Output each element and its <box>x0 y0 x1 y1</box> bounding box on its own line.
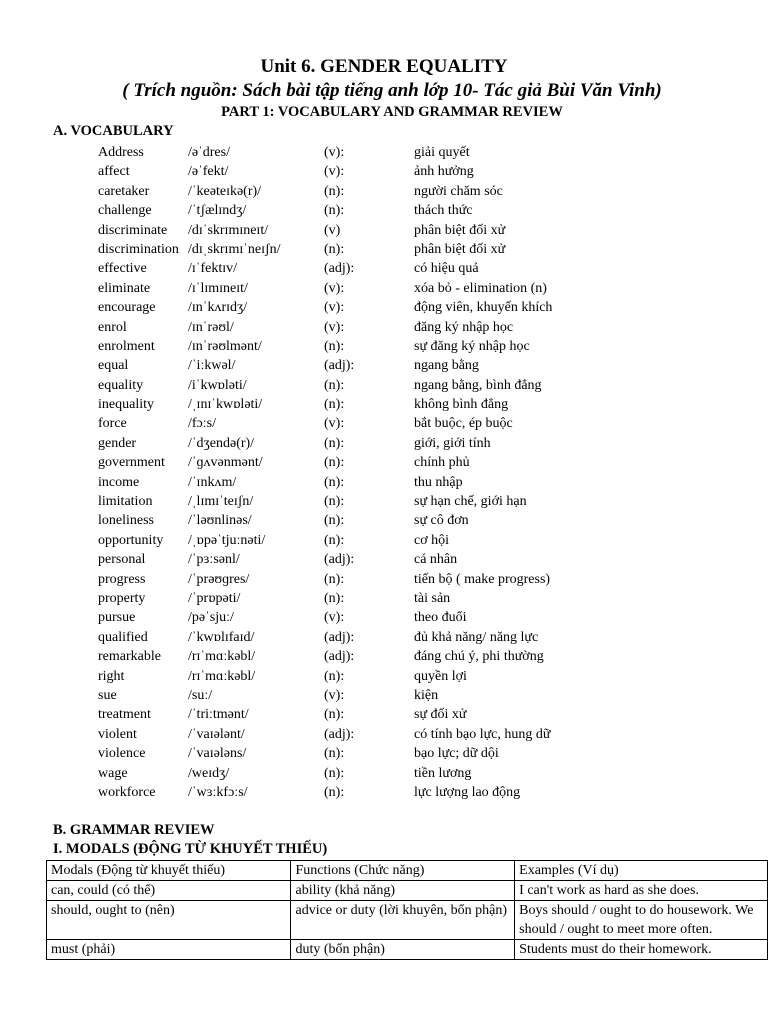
vocab-ipa: /ˈiːkwəl/ <box>188 358 236 374</box>
vocab-row <box>0 628 768 647</box>
vocab-ipa: /weɪdʒ/ <box>188 765 230 781</box>
vocab-row <box>0 589 768 608</box>
vocab-pos: (adj): <box>324 358 355 374</box>
vocab-word: qualified <box>98 629 148 645</box>
vocab-meaning: tài sản <box>414 590 451 606</box>
vocab-word: wage <box>98 765 128 781</box>
vocab-ipa: /ɪnˈrəʊlmənt/ <box>188 338 262 354</box>
vocab-word: encourage <box>98 300 156 316</box>
vocab-meaning: quyền lợi <box>414 668 467 684</box>
vocab-ipa: /ˈwɜːkfɔːs/ <box>188 784 248 800</box>
vocab-meaning: chính phủ <box>414 455 470 471</box>
vocab-meaning: thách thức <box>414 203 473 219</box>
vocab-meaning: phân biệt đối xử <box>414 241 506 257</box>
vocab-meaning: sự hạn chế, giới hạn <box>414 494 527 510</box>
vocabulary-list <box>0 143 768 802</box>
vocab-meaning: cơ hội <box>414 532 450 548</box>
vocab-row <box>0 667 768 686</box>
vocab-word: personal <box>98 552 146 568</box>
example-cell: Students must do their homework. <box>515 940 768 960</box>
vocab-pos: (v) <box>324 222 341 238</box>
vocab-ipa: /ˌlɪmɪˈteɪʃn/ <box>188 494 254 510</box>
vocab-pos: (n): <box>324 590 345 606</box>
vocab-meaning: tiền lương <box>414 765 472 781</box>
vocab-ipa: /ˈɪnkʌm/ <box>188 474 237 490</box>
vocab-word: property <box>98 590 146 606</box>
vocab-pos: (v): <box>324 687 345 703</box>
vocab-word: equal <box>98 358 129 374</box>
vocab-pos: (n): <box>324 377 345 393</box>
vocab-meaning: giới, giới tính <box>414 435 491 451</box>
vocab-meaning: có hiệu quả <box>414 261 479 277</box>
vocab-word: enrol <box>98 319 127 335</box>
vocab-meaning: lực lượng lao động <box>414 784 521 800</box>
table-row <box>47 940 768 960</box>
vocab-meaning: ngang bằng, bình đẳng <box>414 377 542 393</box>
vocab-word: force <box>98 416 127 432</box>
modal-cell: should, ought to (nên) <box>47 901 291 940</box>
vocab-row <box>0 492 768 511</box>
vocab-pos: (n): <box>324 494 345 510</box>
example-cell: Boys should / ought to do housework. We should / ought to meet more often. <box>515 901 768 940</box>
source-subtitle: ( Trích nguồn: Sách bài tập tiếng anh lớp 10- Tác giả Bùi Văn Vinh) <box>122 80 662 101</box>
vocab-meaning: đăng ký nhập học <box>414 319 514 335</box>
vocab-ipa: /ˈɡʌvənmənt/ <box>188 455 263 471</box>
vocab-ipa: /ɪˈlɪmɪneɪt/ <box>188 280 248 296</box>
vocab-pos: (n): <box>324 203 345 219</box>
vocab-meaning: giải quyết <box>414 145 470 160</box>
vocab-row <box>0 531 768 550</box>
vocab-row <box>0 647 768 666</box>
vocab-ipa: /ˈprəʊɡres/ <box>188 571 250 587</box>
vocab-row <box>0 298 768 317</box>
vocab-meaning: bắt buộc, ép buộc <box>414 416 513 432</box>
vocab-meaning: không bình đẳng <box>414 397 509 413</box>
vocab-pos: (v): <box>324 145 345 160</box>
vocab-ipa: /dɪˈskrɪmɪneɪt/ <box>188 222 269 238</box>
part-heading: PART 1: VOCABULARY AND GRAMMAR REVIEW <box>221 104 563 120</box>
vocab-word: treatment <box>98 707 151 723</box>
vocab-ipa: /ˌɪnɪˈkwɒləti/ <box>188 397 263 413</box>
vocab-word: eliminate <box>98 280 151 296</box>
vocab-pos: (n): <box>324 183 345 199</box>
vocab-meaning: đủ khả năng/ năng lực <box>414 629 539 645</box>
vocab-row <box>0 725 768 744</box>
vocab-row <box>0 279 768 298</box>
vocab-meaning: đáng chú ý, phi thường <box>414 649 544 665</box>
vocab-pos: (adj): <box>324 629 355 645</box>
vocab-ipa: /ˈləʊnlinəs/ <box>188 513 252 529</box>
vocab-word: discrimination <box>98 241 179 257</box>
vocab-word: sue <box>98 687 117 703</box>
function-cell: duty (bổn phận) <box>291 940 515 960</box>
vocab-word: caretaker <box>98 183 150 199</box>
function-cell: advice or duty (lời khuyên, bổn phận) <box>291 901 515 940</box>
vocab-row <box>0 356 768 375</box>
vocab-ipa: /ˌɒpəˈtjuːnəti/ <box>188 532 266 548</box>
vocab-pos: (n): <box>324 241 345 257</box>
table-header-cell: Modals (Động từ khuyết thiếu) <box>47 861 291 881</box>
vocab-row <box>0 221 768 240</box>
vocab-row <box>0 608 768 627</box>
vocab-ipa: /fɔːs/ <box>188 416 216 432</box>
vocab-meaning: người chăm sóc <box>414 183 503 199</box>
vocab-row <box>0 570 768 589</box>
vocab-word: challenge <box>98 203 152 219</box>
vocab-pos: (n): <box>324 474 345 490</box>
vocab-row <box>0 453 768 472</box>
vocab-ipa: /ɪnˈkʌrɪdʒ/ <box>188 300 248 316</box>
vocab-word: violent <box>98 726 137 742</box>
vocab-ipa: /ˈvaɪələnt/ <box>188 726 245 742</box>
vocab-pos: (n): <box>324 435 345 451</box>
vocab-meaning: có tính bạo lực, hung dữ <box>414 726 551 742</box>
vocab-word: opportunity <box>98 532 164 548</box>
vocab-meaning: tiến bộ ( make progress) <box>414 571 551 587</box>
vocab-ipa: /ˈtriːtmənt/ <box>188 707 249 723</box>
vocab-row <box>0 434 768 453</box>
vocab-row <box>0 201 768 220</box>
vocab-row <box>0 473 768 492</box>
vocab-meaning: cá nhân <box>414 552 458 568</box>
vocab-row <box>0 318 768 337</box>
vocab-row <box>0 395 768 414</box>
vocab-row <box>0 143 768 162</box>
vocab-ipa: /ɪˈfektɪv/ <box>188 261 237 277</box>
vocab-word: inequality <box>98 397 154 413</box>
vocab-ipa: /əˈfekt/ <box>188 164 229 180</box>
vocab-row <box>0 240 768 259</box>
vocab-ipa: /ˈkeəteɪkə(r)/ <box>188 183 262 199</box>
vocab-ipa: /ˈtʃælɪndʒ/ <box>188 203 247 219</box>
vocab-ipa: /əˈdres/ <box>188 145 230 160</box>
vocab-pos: (n): <box>324 513 345 529</box>
vocab-ipa: /suː/ <box>188 687 213 703</box>
vocab-pos: (n): <box>324 338 345 354</box>
vocab-row <box>0 783 768 802</box>
vocab-pos: (v): <box>324 280 345 296</box>
vocab-word: equality <box>98 377 144 393</box>
vocab-row <box>0 414 768 433</box>
vocab-word: income <box>98 474 140 490</box>
vocab-word: gender <box>98 435 137 451</box>
vocab-meaning: kiện <box>414 687 439 703</box>
vocab-ipa: /ˈdʒendə(r)/ <box>188 435 255 451</box>
table-row <box>47 901 768 940</box>
modals-table <box>46 860 768 960</box>
page-title: Unit 6. GENDER EQUALITY <box>260 56 508 77</box>
vocab-word: limitation <box>98 494 153 510</box>
vocab-word: loneliness <box>98 513 154 529</box>
vocab-pos: (v): <box>324 610 345 626</box>
vocab-word: right <box>98 668 125 684</box>
vocab-row <box>0 686 768 705</box>
vocab-meaning: sự cô đơn <box>414 513 469 529</box>
vocab-meaning: thu nhập <box>414 474 463 490</box>
vocab-pos: (adj): <box>324 726 355 742</box>
function-cell: ability (khả năng) <box>291 881 515 901</box>
vocab-word: enrolment <box>98 338 155 354</box>
modal-cell: must (phải) <box>47 940 291 960</box>
vocab-word: government <box>98 455 165 471</box>
grammar-heading: B. GRAMMAR REVIEW <box>53 822 215 838</box>
vocab-ipa: /rɪˈmɑːkəbl/ <box>188 649 256 665</box>
vocab-ipa: /ˈkwɒlɪfaɪd/ <box>188 629 255 645</box>
vocab-row <box>0 162 768 181</box>
table-row <box>47 881 768 901</box>
vocab-word: affect <box>98 164 130 180</box>
vocab-pos: (n): <box>324 571 345 587</box>
vocab-meaning: ngang bằng <box>414 358 479 374</box>
vocab-row <box>0 764 768 783</box>
vocab-pos: (v): <box>324 300 345 316</box>
vocab-row <box>0 376 768 395</box>
vocab-pos: (v): <box>324 416 345 432</box>
vocab-word: progress <box>98 571 146 587</box>
vocab-word: workforce <box>98 784 156 800</box>
vocab-word: pursue <box>98 610 136 626</box>
vocab-pos: (n): <box>324 765 345 781</box>
vocab-ipa: /ɪnˈrəʊl/ <box>188 319 234 335</box>
vocab-row <box>0 705 768 724</box>
modal-cell: can, could (có thể) <box>47 881 291 901</box>
vocab-row <box>0 182 768 201</box>
vocab-pos: (n): <box>324 397 345 413</box>
vocab-pos: (adj): <box>324 552 355 568</box>
vocab-word: effective <box>98 261 147 277</box>
vocab-ipa: /ˈprɒpəti/ <box>188 590 241 606</box>
table-header-row <box>47 861 768 881</box>
vocab-ipa: /dɪˌskrɪmɪˈneɪʃn/ <box>188 241 281 257</box>
vocab-meaning: ảnh hưởng <box>414 164 474 180</box>
vocab-pos: (adj): <box>324 261 355 277</box>
example-cell: I can't work as hard as she does. <box>515 881 768 901</box>
vocab-meaning: sự đối xử <box>414 707 467 723</box>
modals-heading: I. MODALS (ĐỘNG TỪ KHUYẾT THIẾU) <box>53 841 328 857</box>
vocab-row <box>0 511 768 530</box>
vocabulary-heading: A. VOCABULARY <box>53 123 174 139</box>
vocab-meaning: theo đuổi <box>414 610 467 626</box>
vocab-row <box>0 337 768 356</box>
vocab-pos: (v): <box>324 164 345 180</box>
vocab-meaning: xóa bỏ - elimination (n) <box>414 280 547 296</box>
vocab-ipa: /rɪˈmɑːkəbl/ <box>188 668 256 684</box>
vocab-meaning: phân biệt đối xử <box>414 222 506 238</box>
table-header-cell: Examples (Ví dụ) <box>515 861 768 881</box>
vocab-row <box>0 550 768 569</box>
vocab-pos: (n): <box>324 707 345 723</box>
vocab-pos: (v): <box>324 319 345 335</box>
vocab-ipa: /ˈvaɪələns/ <box>188 746 247 762</box>
vocab-ipa: /pəˈsjuː/ <box>188 610 234 626</box>
vocab-word: discriminate <box>98 222 168 238</box>
vocab-pos: (n): <box>324 784 345 800</box>
vocab-row <box>0 259 768 278</box>
vocab-word: remarkable <box>98 649 161 665</box>
vocab-word: violence <box>98 746 146 762</box>
vocab-ipa: /ˈpɜːsənl/ <box>188 552 240 568</box>
vocab-meaning: động viên, khuyến khích <box>414 300 553 316</box>
vocab-pos: (n): <box>324 532 345 548</box>
vocab-word: Address <box>98 145 144 160</box>
vocab-row <box>0 744 768 763</box>
vocab-meaning: sự đăng ký nhập học <box>414 338 530 354</box>
table-header-cell: Functions (Chức năng) <box>291 861 515 881</box>
vocab-ipa: /iˈkwɒləti/ <box>188 377 247 393</box>
vocab-pos: (adj): <box>324 649 355 665</box>
vocab-pos: (n): <box>324 746 345 762</box>
vocab-meaning: bạo lực; dữ dội <box>414 746 499 762</box>
vocab-pos: (n): <box>324 455 345 471</box>
vocab-pos: (n): <box>324 668 345 684</box>
